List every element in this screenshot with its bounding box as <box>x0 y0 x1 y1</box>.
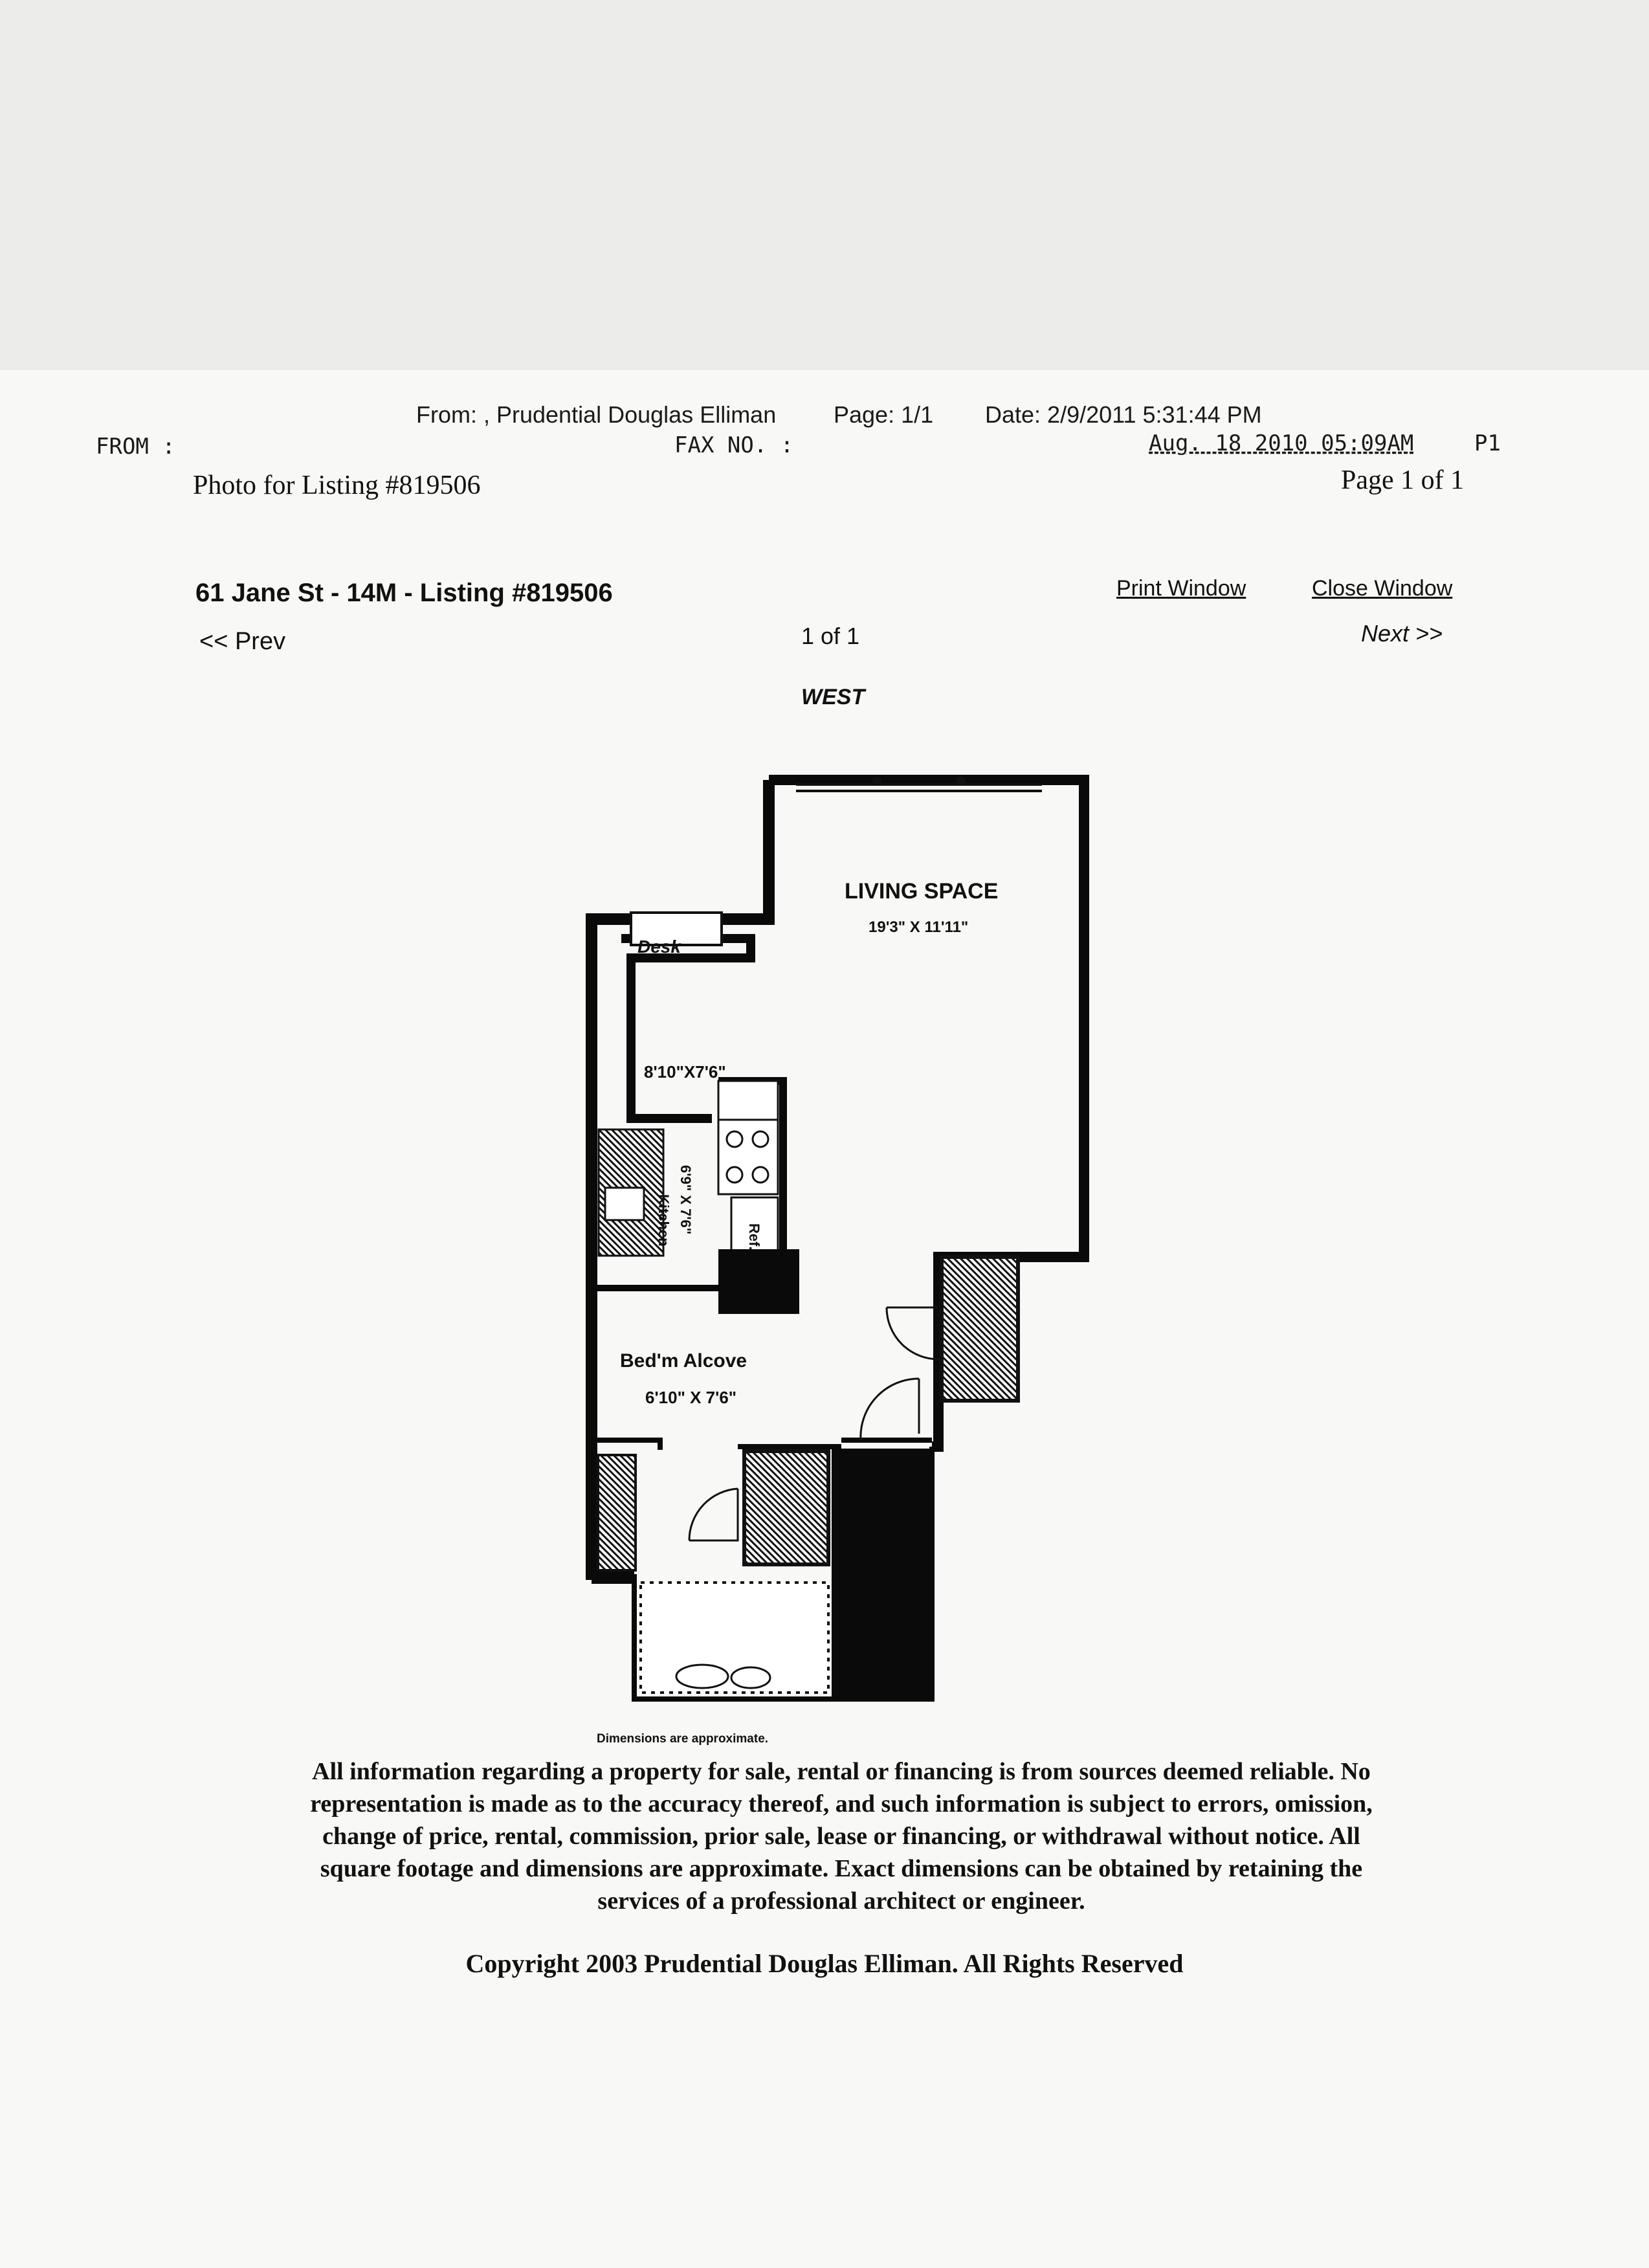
kitchen-column <box>718 1249 799 1314</box>
listing-title: 61 Jane St - 14M - Listing #819506 <box>195 579 613 607</box>
alcove-dims: 6'10" X 7'6" <box>645 1388 737 1407</box>
print-page-of: Page 1 of 1 <box>1341 465 1465 495</box>
fax-from-label: FROM : <box>96 434 175 460</box>
shaft-column <box>832 1449 934 1699</box>
living-space-dims: 19'3" X 11'11" <box>869 918 969 936</box>
orientation-label: WEST <box>801 685 865 709</box>
dimensions-note: Dimensions are approximate. <box>597 1732 769 1746</box>
print-window-link[interactable]: Print Window <box>1116 576 1246 601</box>
fax-from: From: , Prudential Douglas Elliman <box>416 401 777 428</box>
next-link[interactable]: Next >> <box>1361 620 1443 647</box>
bathroom <box>641 1583 828 1693</box>
close-window-link[interactable]: Close Window <box>1312 576 1453 601</box>
kitchen-dims: 6'9" X 7'6" <box>678 1165 694 1235</box>
disclaimer <box>220 1755 1463 1917</box>
copyright: Copyright 2003 Prudential Douglas Elliman. All Rights Reserved <box>465 1949 1184 1978</box>
fax-number-label: FAX NO. : <box>674 432 794 458</box>
ref-label: Ref. <box>746 1223 762 1251</box>
entry-closet <box>942 1257 1018 1401</box>
disclaimer-line: change of price, rental, commission, prior sale, lease or financing, or withdrawal without notice. All <box>322 1823 1360 1850</box>
fax-timestamp: Aug. 18 2010 05:09AM <box>1149 430 1414 456</box>
disclaimer-line: square footage and dimensions are approximate. Exact dimensions can be obtained by retaining the <box>320 1855 1363 1882</box>
fax-date: Date: 2/9/2011 5:31:44 PM <box>985 401 1262 428</box>
alcove-name: Bed'm Alcove <box>620 1350 747 1372</box>
prev-link[interactable]: << Prev <box>199 628 286 655</box>
disclaimer-line: representation is made as to the accuracy thereof, and such information is subject to errors, omission, <box>310 1790 1373 1818</box>
photo-listing-title: Photo for Listing #819506 <box>193 471 481 500</box>
photo-counter: 1 of 1 <box>801 623 860 649</box>
fax-page-marker: P1 <box>1474 430 1501 456</box>
desk-label: Desk <box>637 937 681 957</box>
bath-closet <box>598 1455 636 1570</box>
disclaimer-line: All information regarding a property for sale, rental or financing is from sources deemed reliable. No <box>312 1758 1371 1785</box>
disclaimer-line: services of a professional architect or engineer. <box>597 1887 1085 1915</box>
living-space-name: LIVING SPACE <box>845 879 999 904</box>
alcove-closet <box>744 1451 828 1564</box>
fax-page-count: Page: 1/1 <box>834 401 934 428</box>
kitchen-name: Kitchen <box>656 1194 672 1247</box>
foyer-dims: 8'10"X7'6" <box>644 1062 726 1082</box>
